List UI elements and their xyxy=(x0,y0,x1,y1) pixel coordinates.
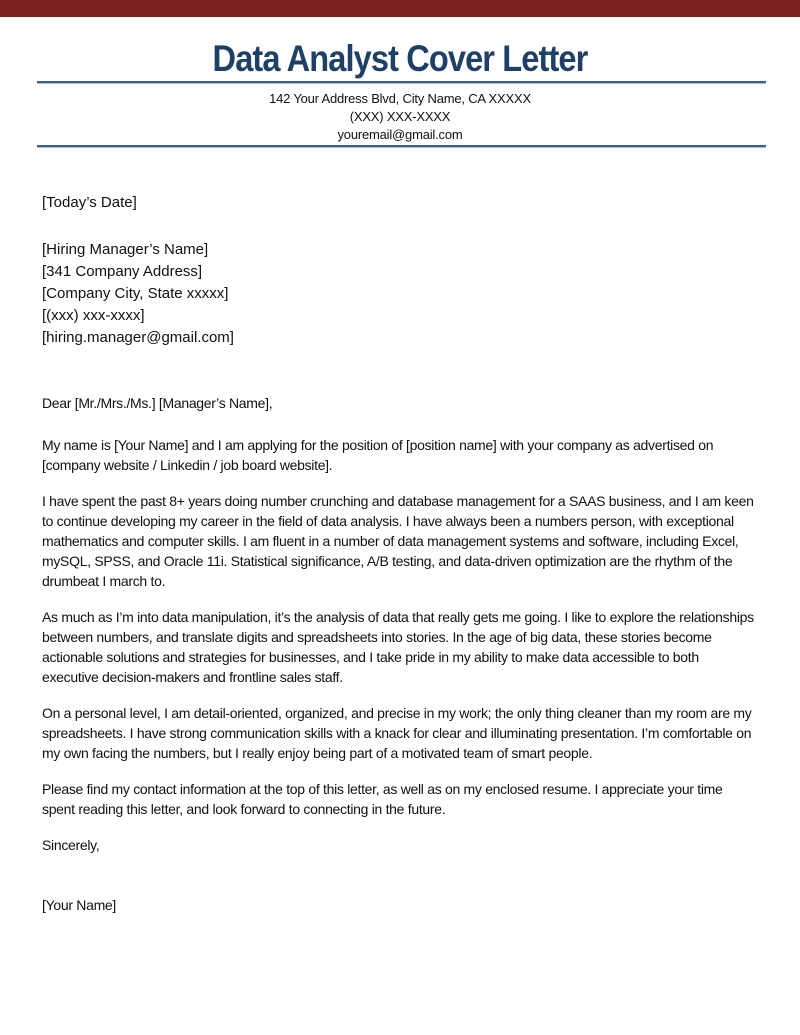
greeting-line: Dear [Mr./Mrs./Ms.] [Manager’s Name], xyxy=(42,395,273,411)
body-paragraph-4: On a personal level, I am detail-oriented, organized, and precise in my work; the only thing cleaner than my room are my spreadsheets. I have strong communication skills with a knack for clear and illuminating presentation. I’m comfortable on my own facing the numbers, but I really enjoy being part of a motivated team of smart people. xyxy=(42,705,752,761)
body-paragraph-1: My name is [Your Name] and I am applying for the position of [position name] with your company as advertised on [company website / Linkedin / job board website]. xyxy=(42,437,714,473)
closing-line: Sincerely, xyxy=(42,837,100,853)
body-paragraph-3: As much as I’m into data manipulation, it’s the analysis of data that really gets me going. I like to explore the relationships between numbers, and translate digits and spreadsheets into stories. In the age of big data, these stories become actionable solutions and strategies for businesses, and I take pride in my ability to make data accessible to both executive decision-makers and frontline sales staff. xyxy=(42,609,754,685)
header-rule-bottom xyxy=(37,145,766,148)
body-paragraph-2: I have spent the past 8+ years doing number crunching and database management for a SAAS business, and I am keen to continue developing my career in the field of data analysis. I have always been a numbers person, with exceptional mathematics and computer skills. I am fluent in a number of data management systems and software, including Excel, mySQL, SPSS, and Oracle 11i. Statistical significance, A/B testing, and data-driven optimization are the rhythm of the drumbeat I march to. xyxy=(42,493,754,589)
header-rule-top xyxy=(37,81,766,84)
body-paragraph-5: Please find my contact information at the top of this letter, as well as on my enclosed resume. I appreciate your time spent reading this letter, and look forward to connecting in the future. xyxy=(42,781,723,817)
recipient-email-line: [hiring.manager@gmail.com] xyxy=(42,329,234,346)
contact-email: youremail@gmail.com xyxy=(337,127,463,142)
page-title: Data Analyst Cover Letter xyxy=(212,38,588,79)
recipient-phone-line: [(xxx) xxx-xxxx] xyxy=(42,307,145,324)
top-accent-bar xyxy=(0,0,800,17)
date-line: [Today’s Date] xyxy=(42,194,137,211)
contact-address: 142 Your Address Blvd, City Name, CA XXXXX xyxy=(269,91,531,106)
recipient-block xyxy=(42,239,758,349)
contact-block xyxy=(0,90,800,144)
recipient-name-line: [Hiring Manager’s Name] xyxy=(42,241,209,258)
letter-body xyxy=(42,183,758,915)
signature-line: [Your Name] xyxy=(42,897,117,913)
recipient-city-line: [Company City, State xxxxx] xyxy=(42,285,229,302)
recipient-address-line: [341 Company Address] xyxy=(42,263,203,280)
contact-phone: (XXX) XXX-XXXX xyxy=(349,109,451,124)
